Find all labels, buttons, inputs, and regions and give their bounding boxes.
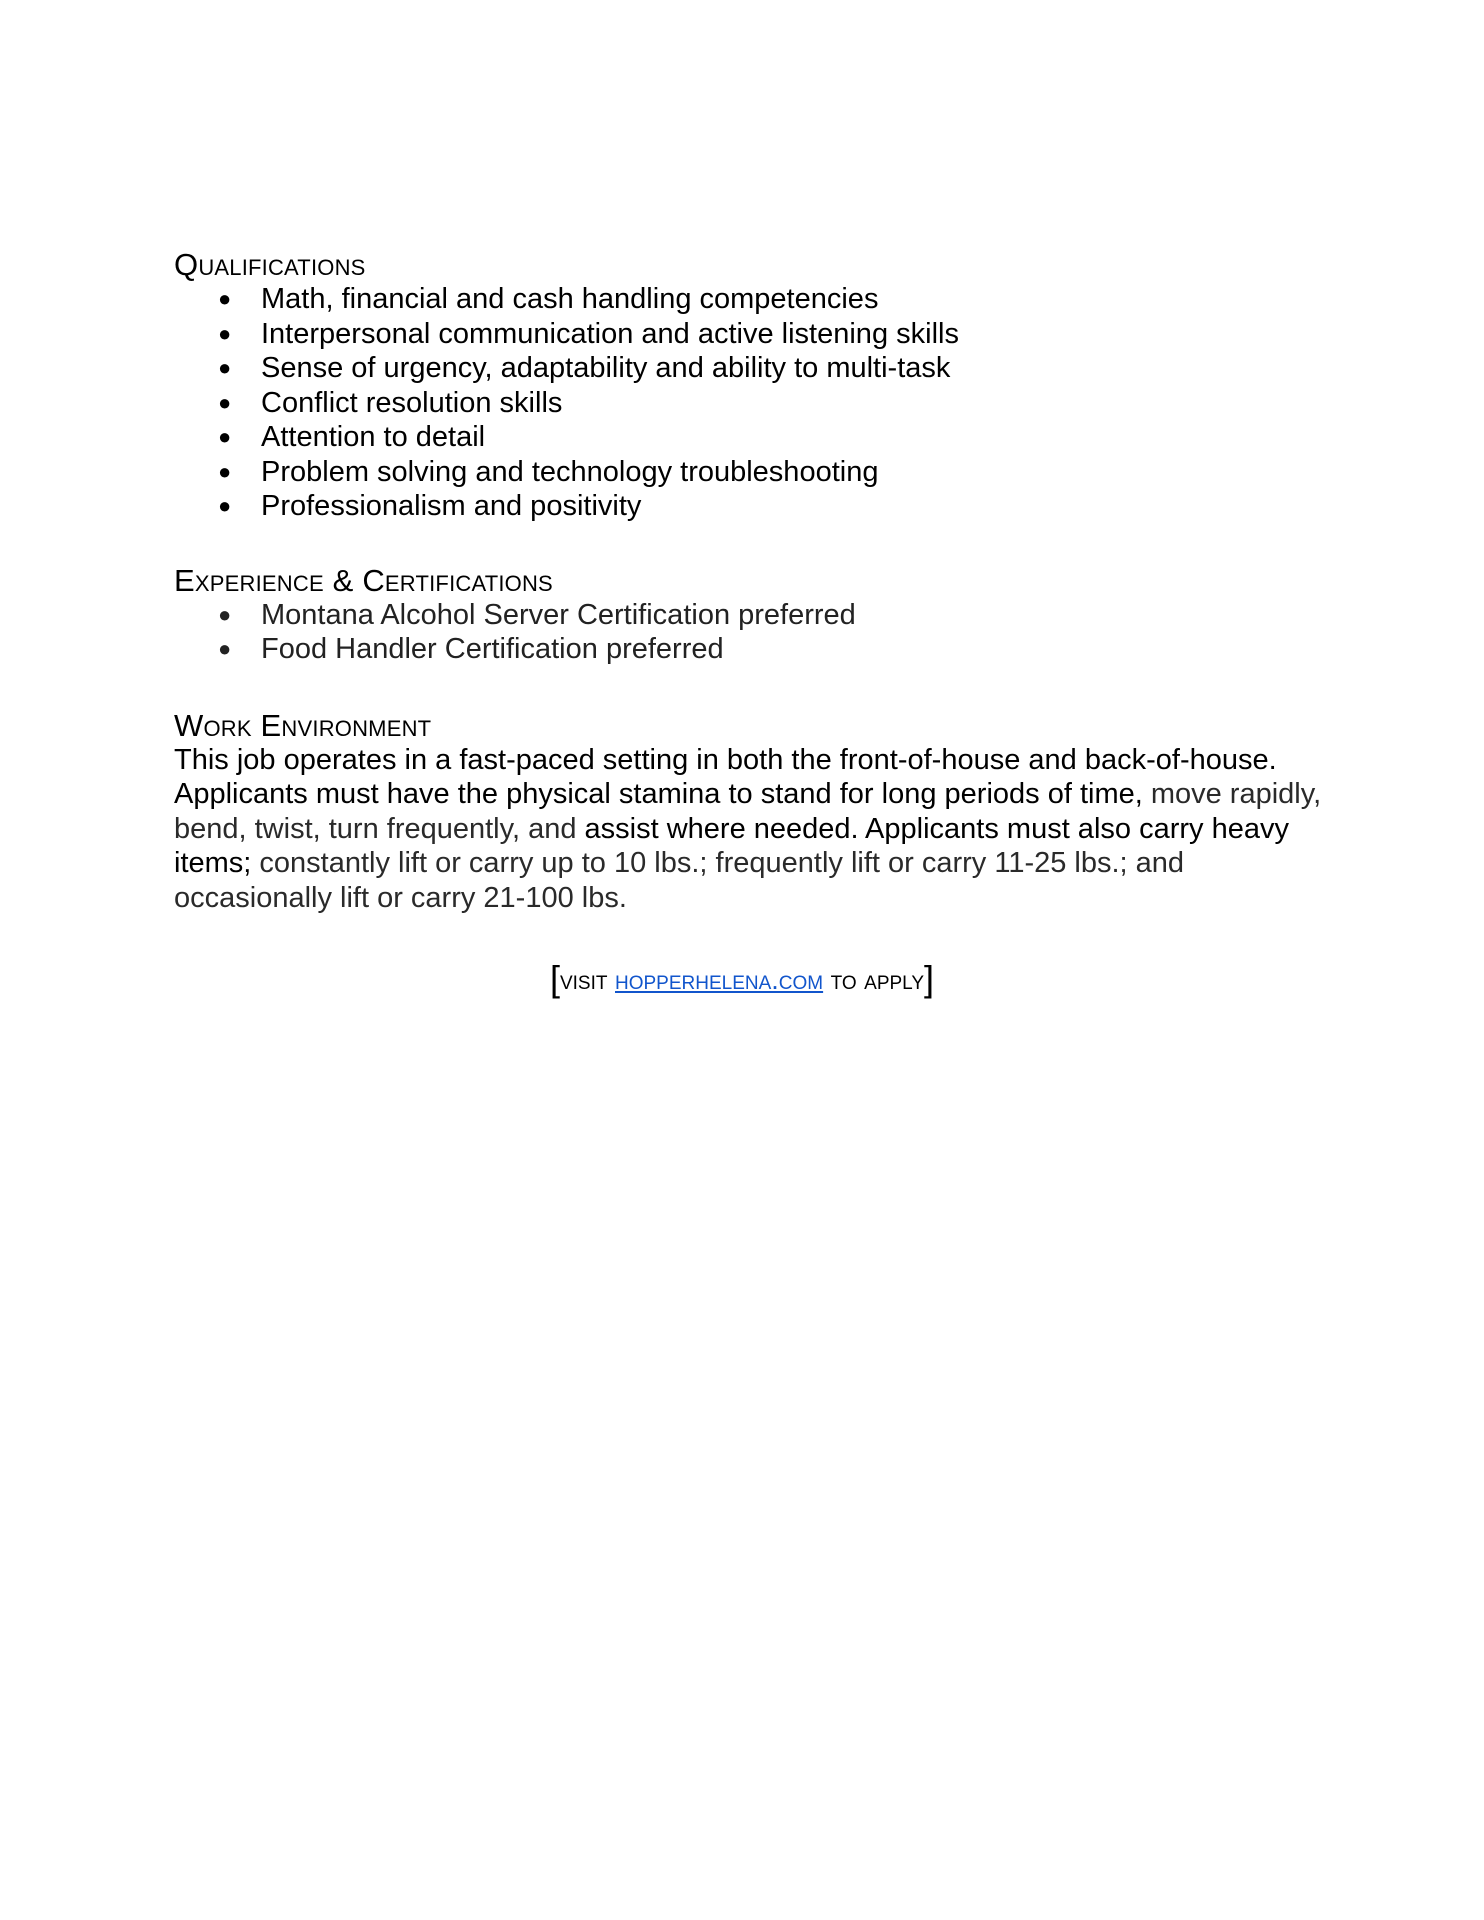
bullet-icon: ● (218, 458, 232, 484)
close-bracket: ] (924, 958, 935, 999)
list-item: ● Math, financial and cash handling competencies (218, 283, 879, 315)
bullet-icon: ● (218, 424, 232, 449)
bullet-icon: ● (218, 389, 232, 415)
work-environment-paragraph: This job operates in a fast-paced setting in both the front-of-house and back-of-house. Applicants must have the physical stamina to stand for long periods of time, move rapidly, bend, twist, turn frequently, and assist where needed. Applicants must also carry heavy items; constantly lift or carry up to 10 lbs.; frequently lift or carry 11-25 lbs.; and occasionally lift or carry 21-100 lbs. (174, 743, 1322, 914)
qualifications-list (174, 282, 1324, 524)
experience-list (174, 598, 1324, 667)
visit-text: visit (559, 965, 615, 995)
work-environment-heading: Work Environment (174, 707, 432, 743)
to-apply-text: to apply (823, 965, 925, 995)
list-item: ● Professionalism and positivity (218, 490, 642, 522)
bullet-icon: ● (218, 355, 232, 380)
open-bracket: [ (549, 958, 560, 999)
bullet-icon: ● (218, 286, 232, 311)
list-item: ● Montana Alcohol Server Certification preferred (218, 598, 856, 631)
bullet-icon: ● (218, 636, 232, 661)
list-item: ● Conflict resolution skills (218, 386, 563, 419)
list-item: ● Attention to detail (218, 421, 486, 453)
apply-link[interactable]: hopperhelena.com (615, 965, 824, 995)
bullet-icon: ● (218, 320, 232, 346)
list-item: ● Sense of urgency, adaptability and ability to multi-task (218, 352, 951, 384)
experience-heading: Experience & Certifications (174, 562, 553, 598)
bullet-icon: ● (218, 601, 232, 627)
apply-call-to-action (174, 959, 1310, 1000)
spacer (174, 667, 1324, 709)
spacer (174, 524, 1324, 564)
qualifications-heading: Qualifications (174, 247, 366, 282)
document-page (174, 248, 1324, 1000)
list-item: ● Food Handler Certification preferred (218, 633, 724, 665)
list-item: ● Problem solving and technology troubleshooting (218, 455, 879, 488)
bullet-icon: ● (218, 493, 232, 518)
list-item: ● Interpersonal communication and active listening skills (218, 317, 959, 350)
